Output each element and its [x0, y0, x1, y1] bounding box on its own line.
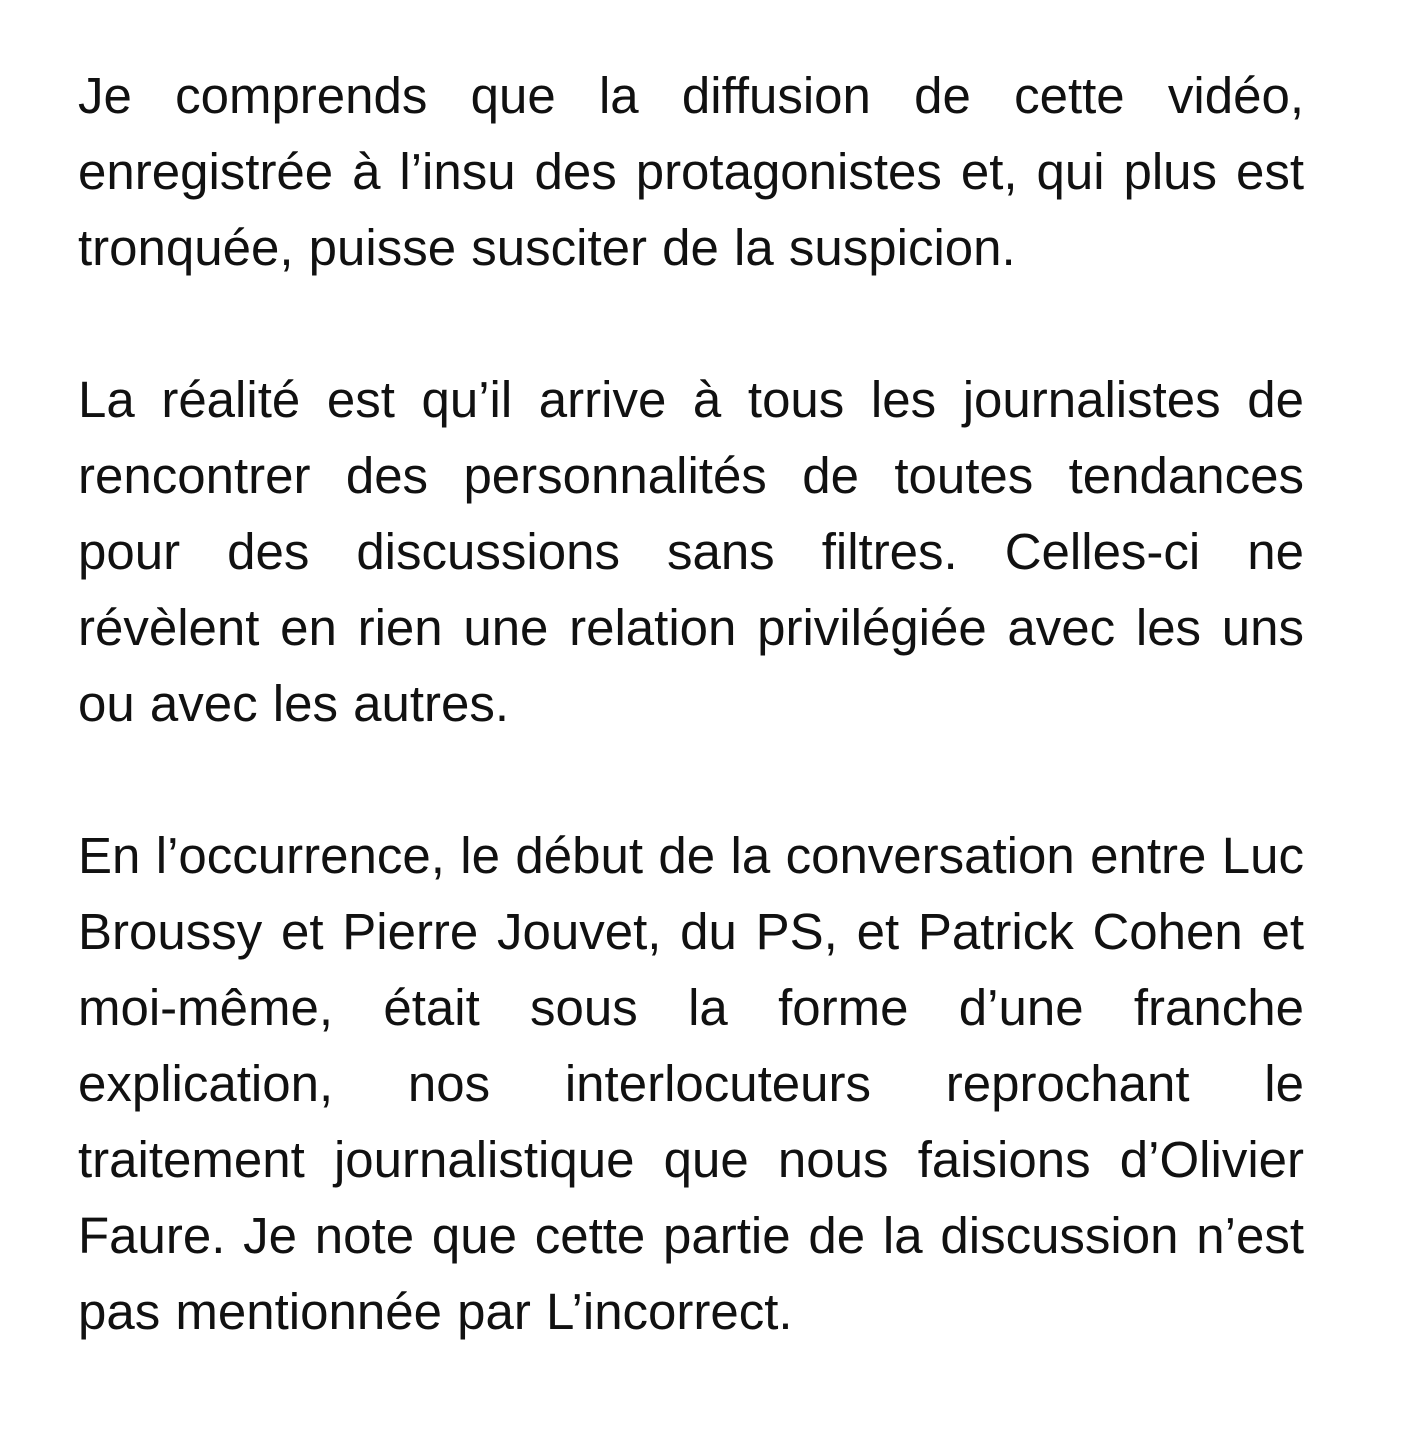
paragraph-2: La réalité est qu’il arrive à tous les journalistes de rencontrer des personnalités de toutes tendances pour des discussions sans filtres. Celles-ci ne révèlent en rien une relation privilégiée avec les uns ou avec les autres. [78, 371, 1304, 732]
paragraph-1: Je comprends que la diffusion de cette vidéo, enregistrée à l’insu des protagonistes et, qui plus est tronquée, puisse susciter de la suspicion. [78, 67, 1304, 276]
paragraph-3: En l’occurrence, le début de la conversation entre Luc Broussy et Pierre Jouvet, du PS, et Patrick Cohen et moi-même, était sous la forme d’une franche explication, nos interlocuteurs reprochant le traitement journalistique que nous faisions d’Olivier Faure. Je note que cette partie de la discussion n’est pas mentionnée par L’incorrect. [78, 827, 1304, 1340]
